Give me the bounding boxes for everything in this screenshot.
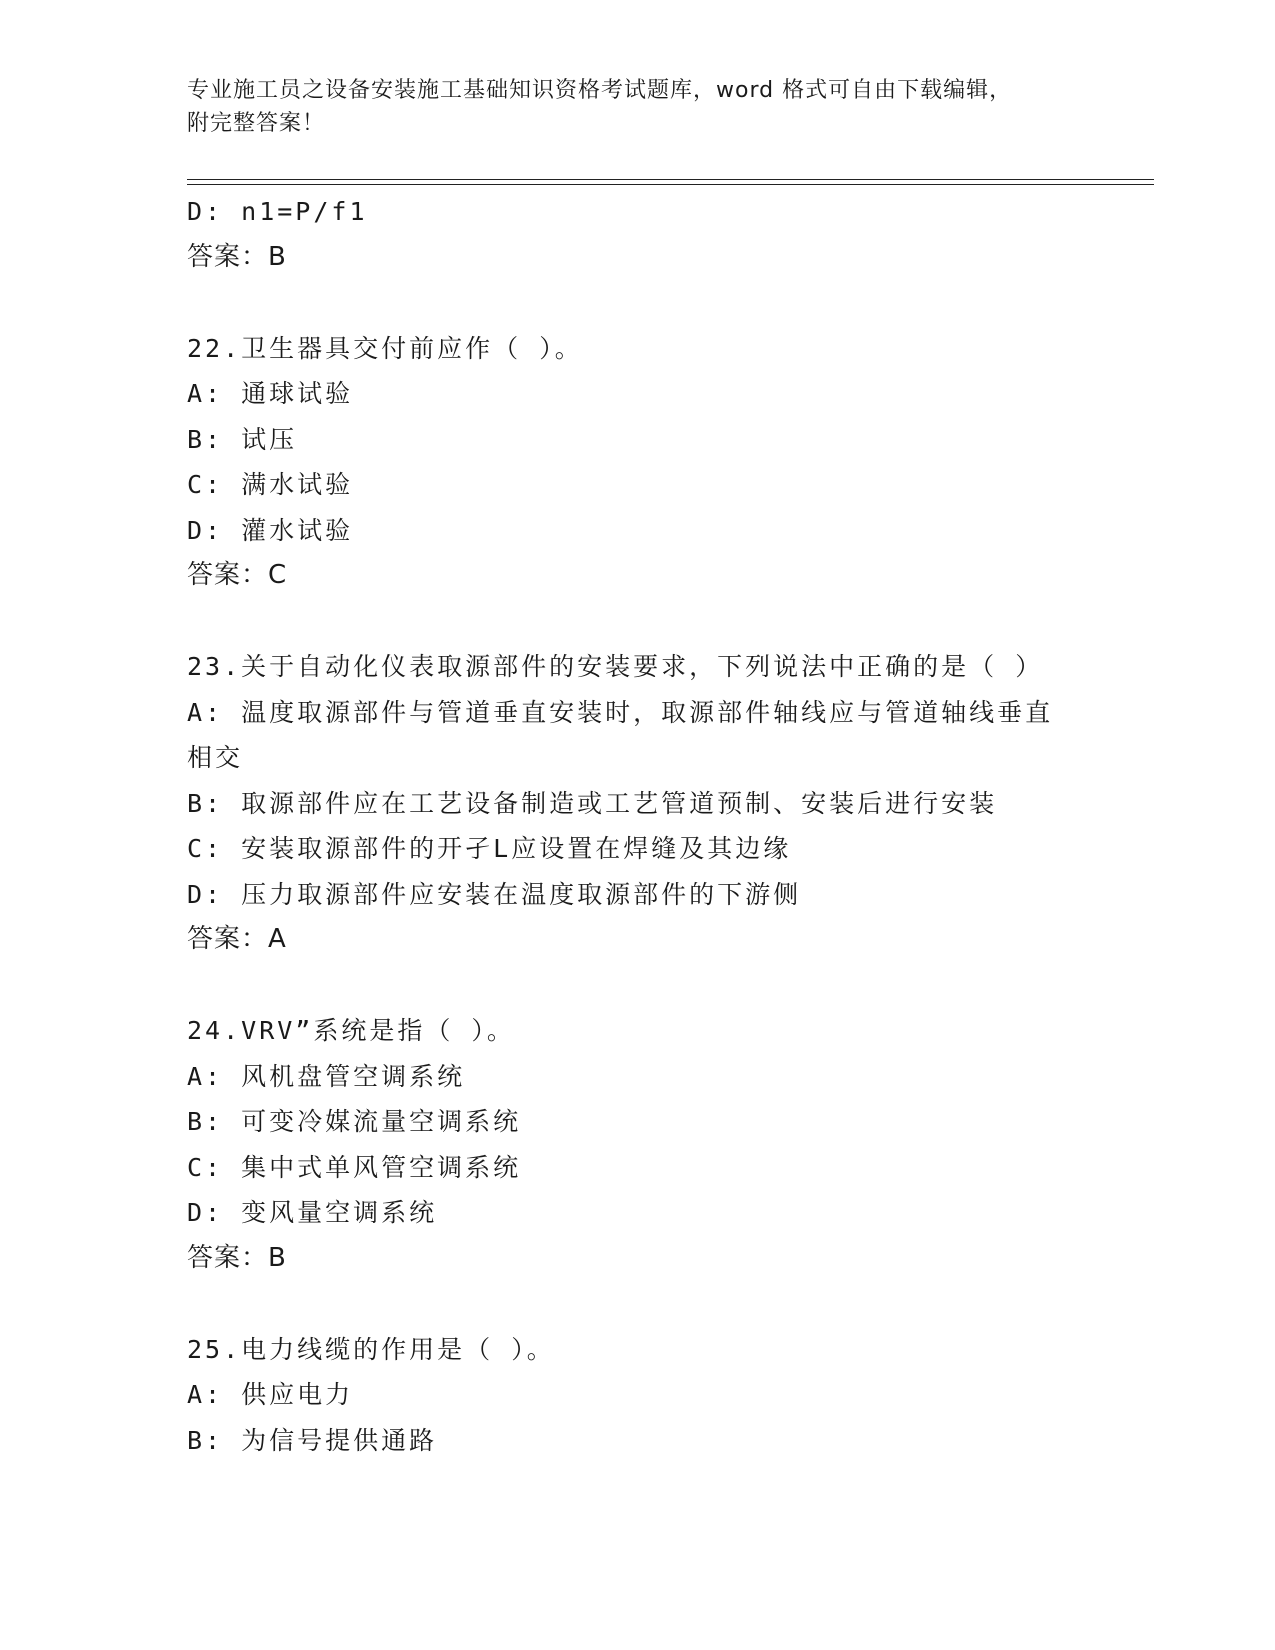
option-b: B: 为信号提供通路: [187, 1425, 438, 1455]
option-d: D: n1=P/f1: [187, 197, 368, 226]
option-c: C: 安装取源部件的开孑L应设置在焊缝及其边缘: [187, 834, 792, 863]
option-d: D: 压力取源部件应安装在温度取源部件的下游侧: [187, 879, 802, 909]
question-stem: 25.电力线缆的作用是（ ）。: [187, 1334, 555, 1364]
question-list: [187, 189, 1087, 1463]
option-a: A: 风机盘管空调系统: [187, 1061, 466, 1091]
option-d: D: 灌水试验: [187, 515, 354, 545]
question-stem: 23.关于自动化仪表取源部件的安装要求，下列说法中正确的是（ ）: [187, 652, 1044, 681]
option-d: D: 变风量空调系统: [187, 1198, 438, 1227]
question-stem: 22.卫生器具交付前应作（ ）。: [187, 333, 583, 363]
answer: 答案：B: [187, 241, 287, 272]
answer: 答案：B: [187, 1242, 287, 1273]
option-b: B: 取源部件应在工艺设备制造或工艺管道预制、安装后进行安装: [187, 788, 998, 818]
answer: 答案：A: [187, 924, 287, 954]
document-header: [187, 74, 1087, 140]
header-rule-bottom: [187, 184, 1154, 185]
answer: 答案：C: [187, 560, 288, 590]
option-a: A: 温度取源部件与管道垂直安装时，取源部件轴线应与管道轴线垂直: [187, 697, 1054, 727]
option-a-continuation: 相交: [187, 743, 244, 772]
option-c: C: 满水试验: [187, 470, 354, 499]
question-stem: 24.VRV”系统是指（ ）。: [187, 1016, 515, 1045]
header-line-2: 附完整答案！: [187, 111, 326, 136]
option-b: B: 可变冷媒流量空调系统: [187, 1107, 522, 1136]
option-a: A: 通球试验: [187, 379, 354, 408]
header-rule-top: [187, 179, 1154, 180]
header-line-1: 专业施工员之设备安装施工基础知识资格考试题库，word 格式可自由下载编辑，: [187, 78, 1013, 103]
option-a: A: 供应电力: [187, 1380, 354, 1409]
option-b: B: 试压: [187, 424, 298, 454]
option-c: C: 集中式单风管空调系统: [187, 1152, 522, 1182]
